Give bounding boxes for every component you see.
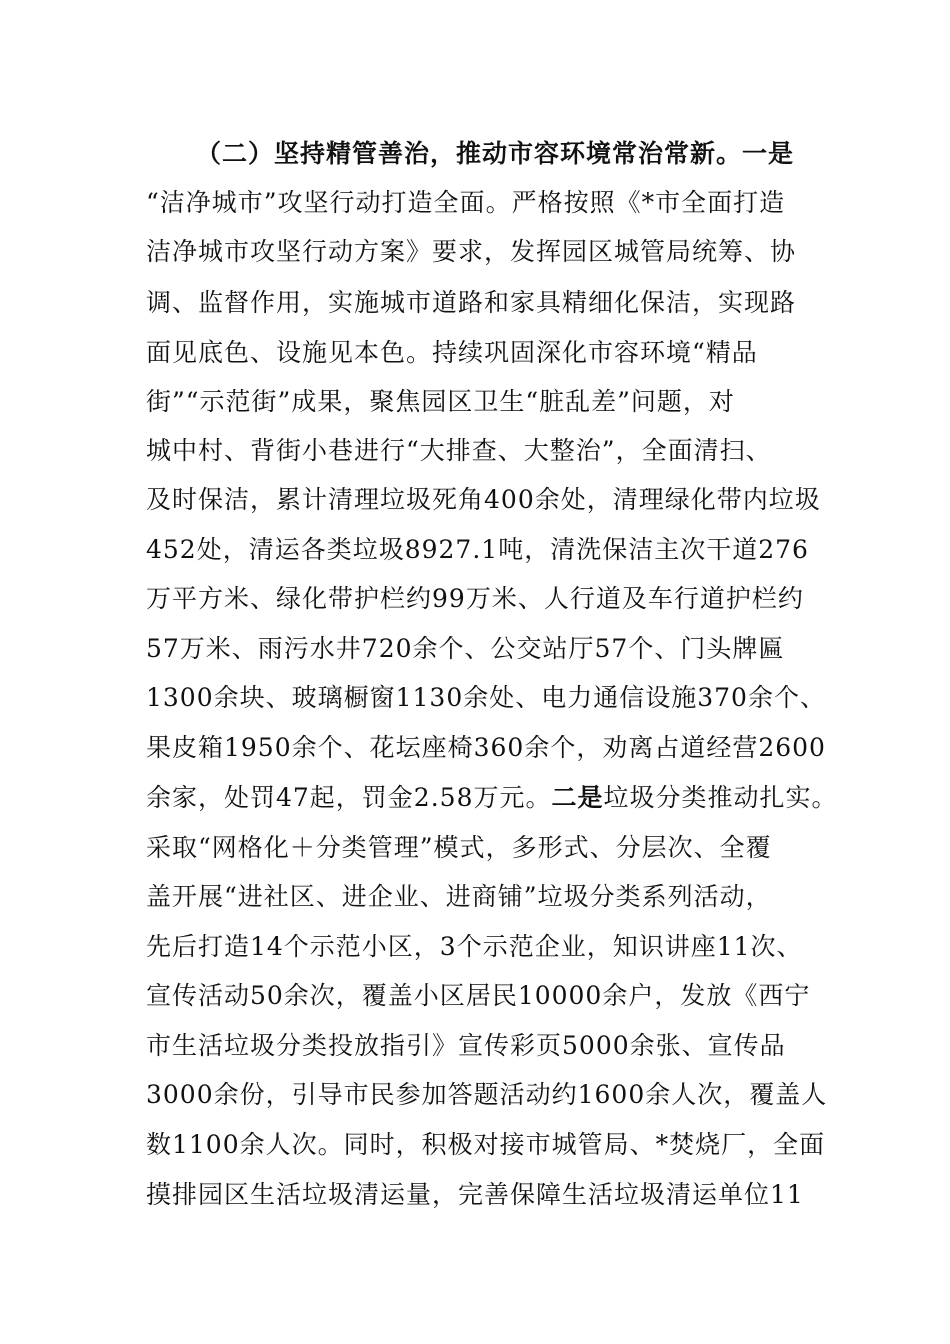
- section-heading-line: [196, 136, 794, 172]
- body-line: 及时保洁，累计清理垃圾死角400余处，清理绿化带内垃圾: [146, 485, 821, 514]
- body-line-mixed: [146, 780, 838, 816]
- body-line: 3000余份，引导市民参加答题活动约1600余人次，覆盖人: [146, 1080, 828, 1109]
- body-line: 摸排园区生活垃圾清运量，完善保障生活垃圾清运单位11: [146, 1180, 804, 1209]
- body-line: 先后打造14个示范小区，3个示范企业，知识讲座11次、: [146, 932, 803, 961]
- body-line: 洁净城市攻坚行动方案》要求，发挥园区城管局统筹、协: [146, 237, 797, 266]
- body-text: 垃圾分类推动扎实。: [603, 783, 838, 812]
- second-point-label: 二是: [551, 783, 604, 812]
- body-line: 452处，清运各类垃圾8927.1吨，清洗保洁主次干道276: [146, 535, 809, 564]
- body-line: 调、监督作用，实施城市道路和家具精细化保洁，实现路: [146, 288, 797, 317]
- body-line: 数1100余人次。同时，积极对接市城管局、*焚烧厂，全面: [146, 1130, 826, 1159]
- body-text: 余家，处罚47起，罚金2.58万元。: [146, 783, 552, 812]
- body-line: 果皮箱1950余个、花坛座椅360余个，劝离占道经营2600: [146, 733, 826, 762]
- body-line: 57万米、雨污水井720余个、公交站厅57个、门头牌匾: [146, 634, 785, 663]
- heading-first-point-label: 一是: [742, 139, 795, 168]
- body-line: 宣传活动50余次，覆盖小区居民10000余户，发放《西宁: [146, 981, 811, 1010]
- body-line: 街”“示范街”成果，聚焦园区卫生“脏乱差”问题，对: [146, 387, 735, 416]
- body-line: 万平方米、绿化带护栏约99万米、人行道及车行道护栏约: [146, 584, 804, 613]
- body-line: 市生活垃圾分类投放指引》宣传彩页5000余张、宣传品: [146, 1031, 786, 1060]
- section-heading: （二）坚持精管善治，推动市容环境常治常新。: [196, 139, 743, 168]
- body-line: 1300余块、玻璃橱窗1130余处、电力通信设施370余个、: [146, 683, 826, 712]
- body-line: 采取“网格化＋分类管理”模式，多形式、分层次、全覆: [146, 833, 772, 862]
- body-line: 面见底色、设施见本色。持续巩固深化市容环境“精品: [146, 338, 758, 367]
- body-line: 城中村、背街小巷进行“大排查、大整治”，全面清扫、: [146, 436, 772, 465]
- body-line: 盖开展“进社区、进企业、进商铺”垃圾分类系列活动，: [146, 882, 772, 911]
- body-line: “洁净城市”攻坚行动打造全面。严格按照《*市全面打造: [146, 188, 786, 217]
